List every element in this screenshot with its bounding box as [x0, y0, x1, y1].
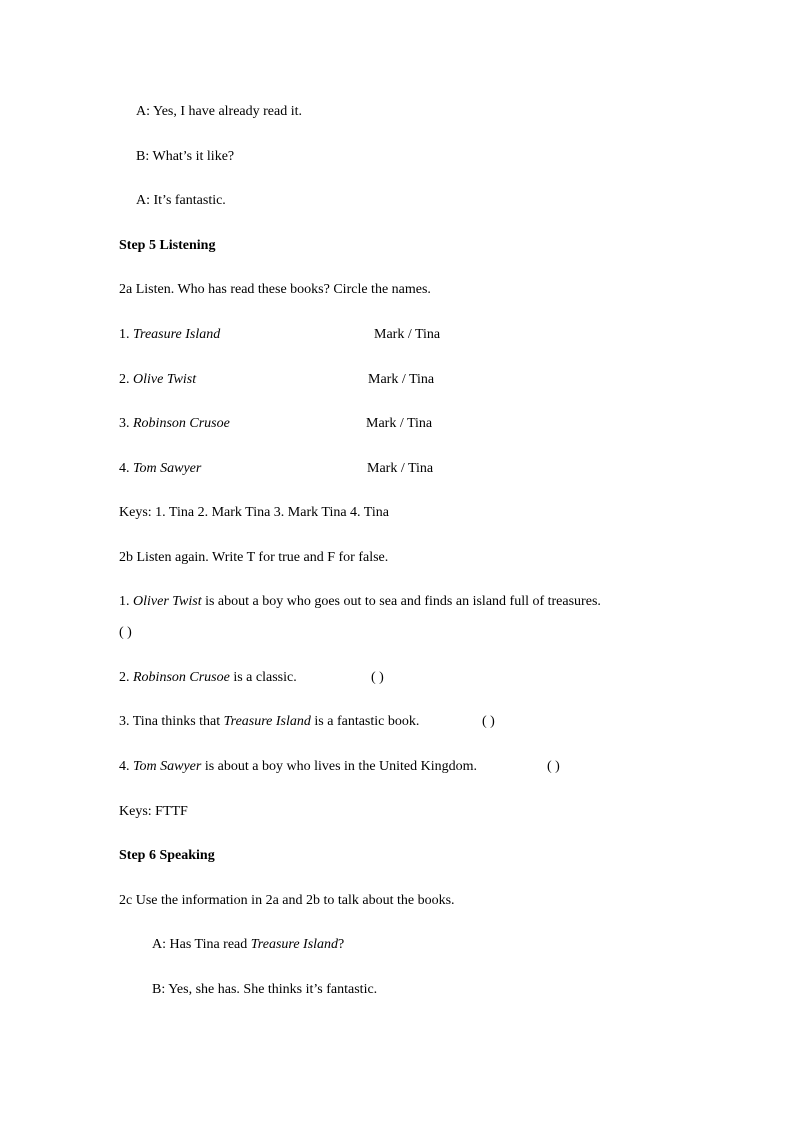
statement-2-blank: ( ): [371, 670, 384, 685]
statement-4-blank: ( ): [547, 759, 560, 774]
book-number: 4.: [119, 461, 130, 476]
dialog-book-title: Treasure Island: [250, 937, 339, 952]
statement-text: is about a boy who goes out to sea and finds an island full of treasures.: [205, 594, 601, 609]
dialog-punct: ?: [338, 937, 345, 952]
dialog-line-b2: B: Yes, she has. She thinks it’s fantastic.: [152, 982, 378, 997]
statement-text: is a classic.: [233, 670, 297, 685]
book-number: 3.: [119, 416, 130, 431]
keys-2b: Keys: FTTF: [119, 804, 188, 819]
book-title: Robinson Crusoe: [133, 416, 230, 431]
book-number: 2.: [119, 372, 130, 387]
statement-title: Robinson Crusoe: [133, 670, 230, 685]
book-number: 1.: [119, 327, 130, 342]
dialog-text: A: Has Tina read: [152, 937, 248, 952]
dialog-line-a1: A: Yes, I have already read it.: [136, 104, 303, 119]
statement-3: [119, 713, 419, 731]
instruction-2b: 2b Listen again. Write T for true and F for false.: [119, 550, 389, 565]
book-title: Tom Sawyer: [133, 461, 202, 476]
statement-number: 1.: [119, 594, 130, 609]
statement-number: 2.: [119, 670, 130, 685]
statement-1-blank: ( ): [119, 625, 132, 640]
statement-1: [119, 593, 601, 611]
dialog-line-a2: A: It’s fantastic.: [136, 193, 226, 208]
book-row-1: [119, 326, 220, 344]
statement-title: Treasure Island: [223, 714, 311, 729]
statement-3-blank: ( ): [482, 714, 495, 729]
book-choice-3: Mark / Tina: [366, 416, 433, 431]
step5-heading: Step 5 Listening: [119, 238, 216, 253]
book-title: Olive Twist: [133, 372, 197, 387]
book-choice-4: Mark / Tina: [367, 461, 434, 476]
statement-4: [119, 758, 477, 776]
instruction-2c: 2c Use the information in 2a and 2b to talk about the books.: [119, 893, 455, 908]
step6-heading: Step 6 Speaking: [119, 848, 215, 863]
book-row-2: [119, 371, 196, 389]
instruction-2a: 2a Listen. Who has read these books? Circle the names.: [119, 282, 431, 297]
statement-text: 3. Tina thinks that: [119, 714, 221, 729]
statement-number: 4.: [119, 759, 130, 774]
statement-2: [119, 669, 297, 687]
book-choice-2: Mark / Tina: [368, 372, 435, 387]
dialog-line-b1: B: What’s it like?: [136, 149, 235, 164]
statement-title: Oliver Twist: [133, 594, 202, 609]
book-choice-1: Mark / Tina: [374, 327, 441, 342]
keys-2a: Keys: 1. Tina 2. Mark Tina 3. Mark Tina 4. Tina: [119, 505, 389, 520]
statement-text: is a fantastic book.: [314, 714, 420, 729]
book-row-4: [119, 460, 201, 478]
book-row-3: [119, 415, 230, 433]
statement-title: Tom Sawyer: [133, 759, 202, 774]
statement-text: is about a boy who lives in the United Kingdom.: [204, 759, 478, 774]
dialog-line-a3: [152, 936, 344, 954]
book-title: Treasure Island: [133, 327, 221, 342]
